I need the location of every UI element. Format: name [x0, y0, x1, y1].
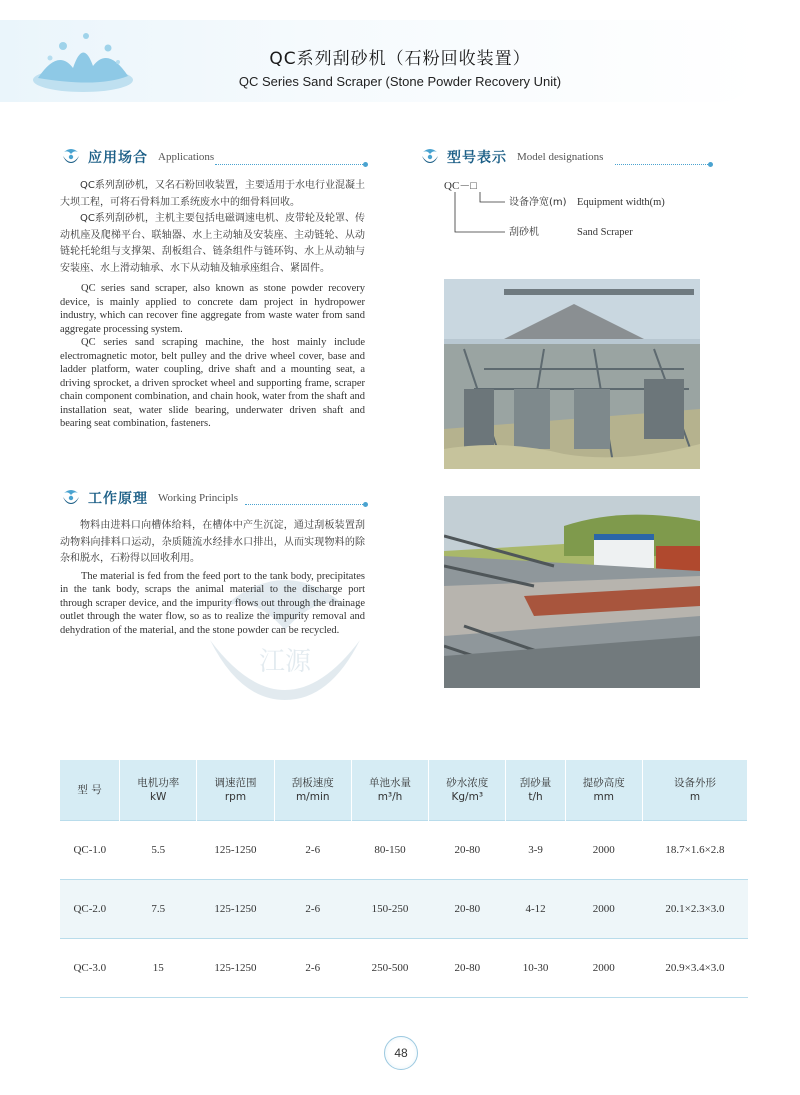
cell: 2-6 [274, 821, 351, 880]
applications-divider [215, 164, 365, 165]
working-p1: 物料由进料口向槽体给料，在槽体中产生沉淀，通过刮板装置刮动物料向排料口运动，杂质随流水经排水口排出，从而实现物料的除杂和脱水，石粉得以回收利用。 [60, 520, 365, 564]
header-scraper-speed: 刮板速度 m/min [274, 760, 351, 821]
header-water-volume: 单池水量 m³/h [351, 760, 428, 821]
header-speed-range: 调速范围 rpm [197, 760, 274, 821]
cell: 18.7×1.6×2.8 [642, 821, 747, 880]
header-lift-height: 提砂高度 mm [565, 760, 642, 821]
header-sand-output: 刮砂量 t/h [506, 760, 565, 821]
section-logo-icon [60, 487, 82, 509]
cell: 7.5 [120, 880, 197, 939]
cell: 3-9 [506, 821, 565, 880]
cell: 5.5 [120, 821, 197, 880]
photo-sand-scraper-plant [444, 279, 700, 469]
model-heading-en: Model designations [517, 151, 604, 163]
section-logo-icon [419, 146, 441, 168]
cell: 2-6 [274, 880, 351, 939]
cell: 2000 [565, 821, 642, 880]
header-concentration: 砂水浓度 Kg/m³ [429, 760, 506, 821]
page-number: 48 [384, 1036, 418, 1070]
working-heading-zh: 工作原理 [88, 491, 148, 507]
cell: 20-80 [429, 939, 506, 998]
header-dimensions: 设备外形 m [642, 760, 747, 821]
applications-heading-en: Applications [158, 151, 215, 163]
photo-scraper-tank [444, 496, 700, 688]
model-width-en: Equipment width(m) [577, 197, 665, 208]
working-divider [245, 504, 365, 505]
cell: 15 [120, 939, 197, 998]
cell: 250-500 [351, 939, 428, 998]
applications-p3: QC series sand scraper, also known as stone powder recovery device, is mainly applied to concrete dam project in hydropower industry, which can recover fine aggregate from waste water from sand aggregate processing system. [60, 283, 365, 335]
table-row [60, 821, 748, 880]
cell: 150-250 [351, 880, 428, 939]
table-row [60, 939, 748, 998]
working-heading [60, 487, 238, 509]
model-name-zh: 刮砂机 [509, 227, 539, 238]
model-heading-zh: 型号表示 [447, 150, 507, 166]
working-heading-en: Working Principls [158, 492, 239, 504]
cell: 2-6 [274, 939, 351, 998]
section-logo-icon [60, 146, 82, 168]
cell: QC-1.0 [60, 821, 120, 880]
model-name-en: Sand Scraper [577, 227, 633, 238]
applications-text [60, 178, 365, 431]
cell: QC-2.0 [60, 880, 120, 939]
model-code: QC－□ [444, 180, 477, 192]
applications-p2: QC系列刮砂机，主机主要包括电磁调速电机、皮带轮及轮罩、传动机座及爬梯平台、联轴器、水上主动轴及安装座、主动链轮、从动链轮托轮组与支撑架、刮板组合、链条组件与链环钩、水上从动轴与安装座、水上滑动轴承、水下从动轴及轴承座组合、紧固件。 [60, 213, 365, 274]
cell: 20-80 [429, 821, 506, 880]
cell: 10-30 [506, 939, 565, 998]
header-power: 电机功率 kW [120, 760, 197, 821]
page-title: QC系列刮砂机（石粉回收装置） [269, 49, 531, 69]
cell: 2000 [565, 880, 642, 939]
header-model: 型 号 [60, 760, 120, 821]
applications-p1: QC系列刮砂机，又名石粉回收装置，主要适用于水电行业混凝土大坝工程，可将石骨料加工系统废水中的细骨料回收。 [60, 180, 365, 208]
cell: 4-12 [506, 880, 565, 939]
cell: 20.1×2.3×3.0 [642, 880, 747, 939]
cell: 80-150 [351, 821, 428, 880]
cell: 20.9×3.4×3.0 [642, 939, 747, 998]
model-heading [419, 146, 603, 168]
cell: QC-3.0 [60, 939, 120, 998]
cell: 20-80 [429, 880, 506, 939]
cell: 125-1250 [197, 939, 274, 998]
working-p2: The material is fed from the feed port to the tank body, precipitates in the tank body, scraps the animal material to the discharge port through scraper device, and the impurity flows out through the drainage outlet through the water flow, so as to realize the impurity removal and dehydration of the material, and the stone powder can be recycled. [60, 570, 365, 636]
table-row [60, 880, 748, 939]
model-width-zh: 设备净宽(m) [509, 197, 567, 208]
applications-heading-zh: 应用场合 [88, 150, 148, 166]
working-text [60, 518, 365, 637]
applications-heading [60, 146, 214, 168]
applications-p4: QC series sand scraping machine, the host mainly include electromagnetic motor, belt pulley and the drive wheel cover, base and ladder platform, water coupling, drive shaft and a mounting seat, a driving sprocket, a driven sprocket wheel and supporting frame, scraper chain component combination, and chain hook, water from the shaft and installation seat, water slide bearing, underwater driven shaft and bearing seat combination, fasteners. [60, 337, 365, 429]
cell: 2000 [565, 939, 642, 998]
model-designation-diagram [443, 176, 743, 246]
specs-table [60, 760, 748, 998]
cell: 125-1250 [197, 880, 274, 939]
cell: 125-1250 [197, 821, 274, 880]
page-subtitle: QC Series Sand Scraper (Stone Powder Recovery Unit) [238, 74, 562, 89]
watermark-text: 江源 [258, 647, 312, 677]
model-divider [615, 164, 710, 165]
table-header-row [60, 760, 748, 821]
